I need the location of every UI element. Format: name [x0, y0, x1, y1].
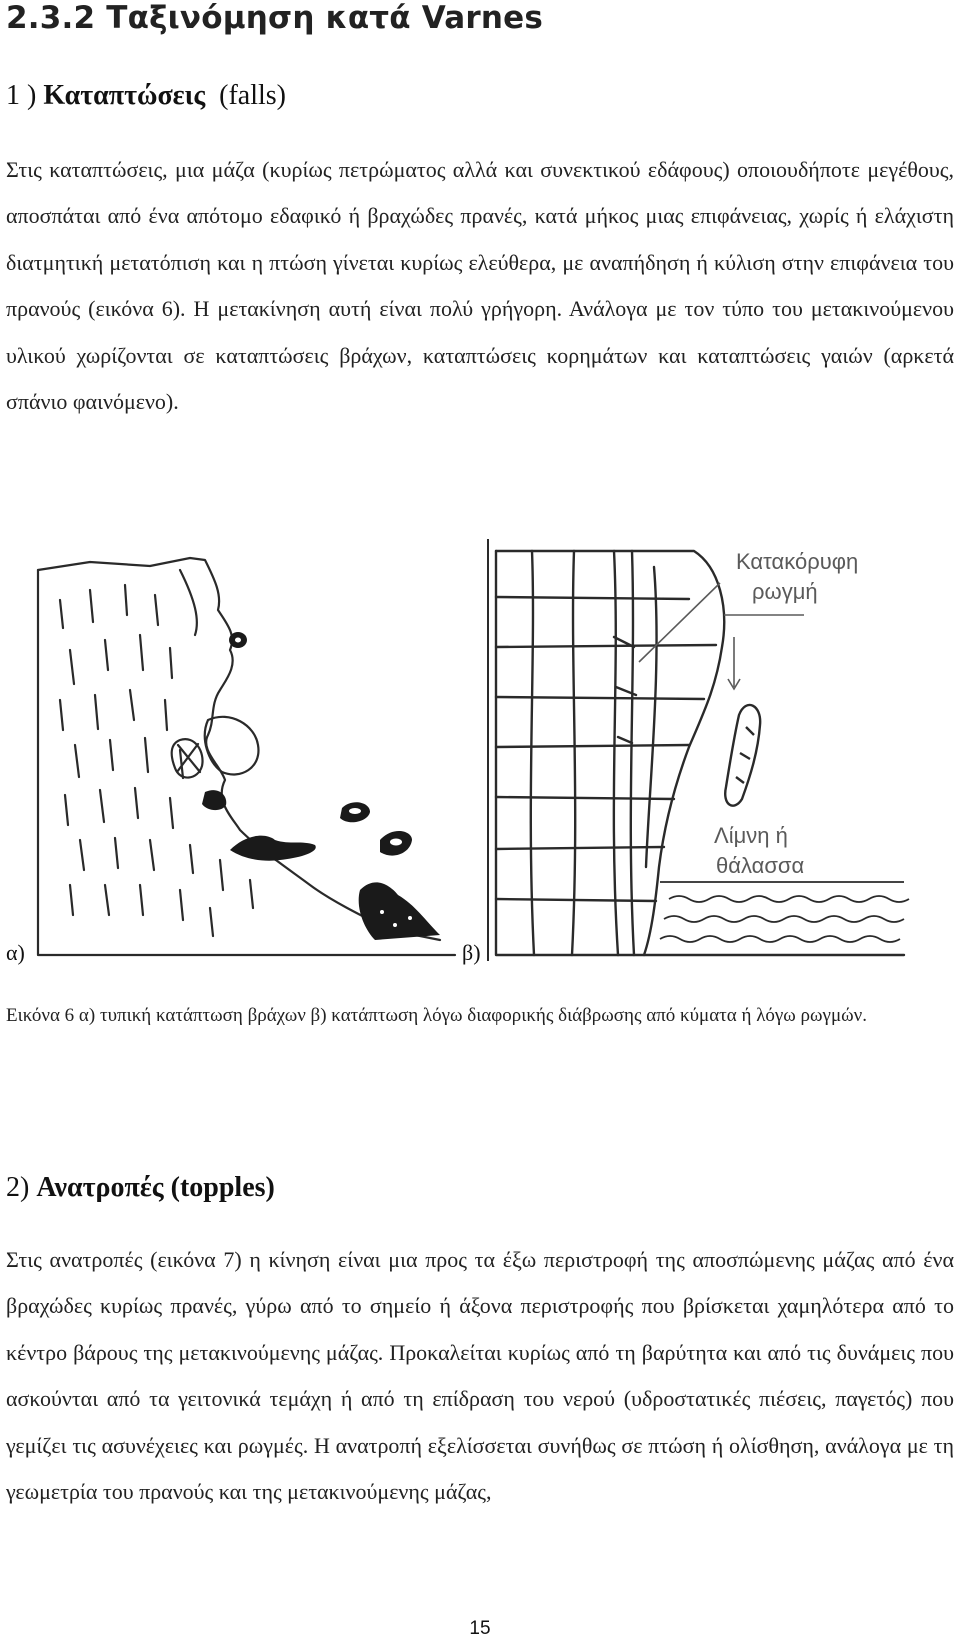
jointed-cliff-drawing — [496, 551, 904, 955]
falls-title: Καταπτώσεις — [43, 80, 206, 111]
section-title: 2.3.2 Ταξινόμηση κατά Varnes — [6, 0, 544, 36]
water-waves — [660, 882, 909, 942]
falls-title-en: (falls) — [219, 80, 286, 111]
falls-number: 1 ) — [6, 80, 44, 111]
falls-heading — [6, 80, 286, 112]
figure-caption: Εικόνα 6 α) τυπική κατάπτωση βράχων β) κατάπτωση λόγω διαφορικής διάβρωσης από κύματα ή λόγω ρωγμών. — [6, 1005, 867, 1026]
falls-paragraph: Στις καταπτώσεις, μια μάζα (κυρίως πετρώματος αλλά και συνεκτικού εδάφους) οποιουδήποτε μεγέθους, αποσπάται από ένα απότομο εδαφικό ή βραχώδες πρανές, κατά μήκος μιας επιφάνειας, χωρίς ή ελάχιστη διατμητική μετατόπιση και η πτώση γίνεται κυρίως ελεύθερα, με αναπήδηση ή κύλιση στην επιφάνεια του πρανούς (εικόνα 6). Η μετακίνηση αυτή είναι πολύ γρήγορη. Ανάλογα με τον τύπο του μετακινούμενου υλικού χωρίζονται σε καταπτώσεις βράχων, καταπτώσεις κορημάτων και καταπτώσεις γαιών (αρκετά σπάνιο φαινόμενο). — [6, 157, 954, 415]
rockfall-figure — [30, 540, 462, 962]
figure-label-a: α) — [6, 940, 25, 965]
block-highlights — [235, 638, 412, 928]
water-label-line1: Λίμνη ή — [714, 823, 788, 848]
topples-title-en: (topples) — [170, 1172, 275, 1203]
topples-paragraph: Στις ανατροπές (εικόνα 7) η κίνηση είναι μια προς τα έξω περιστροφή της αποσπώμενης μάζας από ένα βραχώδες κυρίως πρανές, γύρω από το σημείο ή άξονα περιστροφής που βρίσκεται χαμηλότερα από το κέντρο βάρους της μετακινούμενης μάζας. Προκαλείται κυρίως από τη βαρύτητα και από τις δυνάμεις που ασκούνται από τα γειτονικά τεμάχη ή από τη επίδραση του νερού (υδροστατικές πιέσεις, παγετός) που γεμίζει τις ασυνέχειες και ρωγμές. Η ανατροπή εξελίσσεται συνήθως σε πτώση ή ολίσθηση, ανάλογα με τη γεωμετρία του πρανούς και της μετακινούμενης μάζας, — [6, 1247, 954, 1505]
figure-label-b: β) — [462, 940, 481, 965]
water-label-line2: θάλασσα — [716, 853, 805, 878]
crack-label-line2: ρωγμή — [752, 579, 818, 604]
crack-label-line1: Κατακόρυφη — [736, 549, 859, 574]
falling-block — [725, 705, 760, 806]
erosion-fall-figure — [484, 537, 914, 963]
topples-number: 2) — [6, 1172, 37, 1203]
topples-title: Ανατροπές — [36, 1172, 164, 1203]
topples-heading — [6, 1172, 275, 1204]
page-number: 15 — [469, 1618, 491, 1639]
